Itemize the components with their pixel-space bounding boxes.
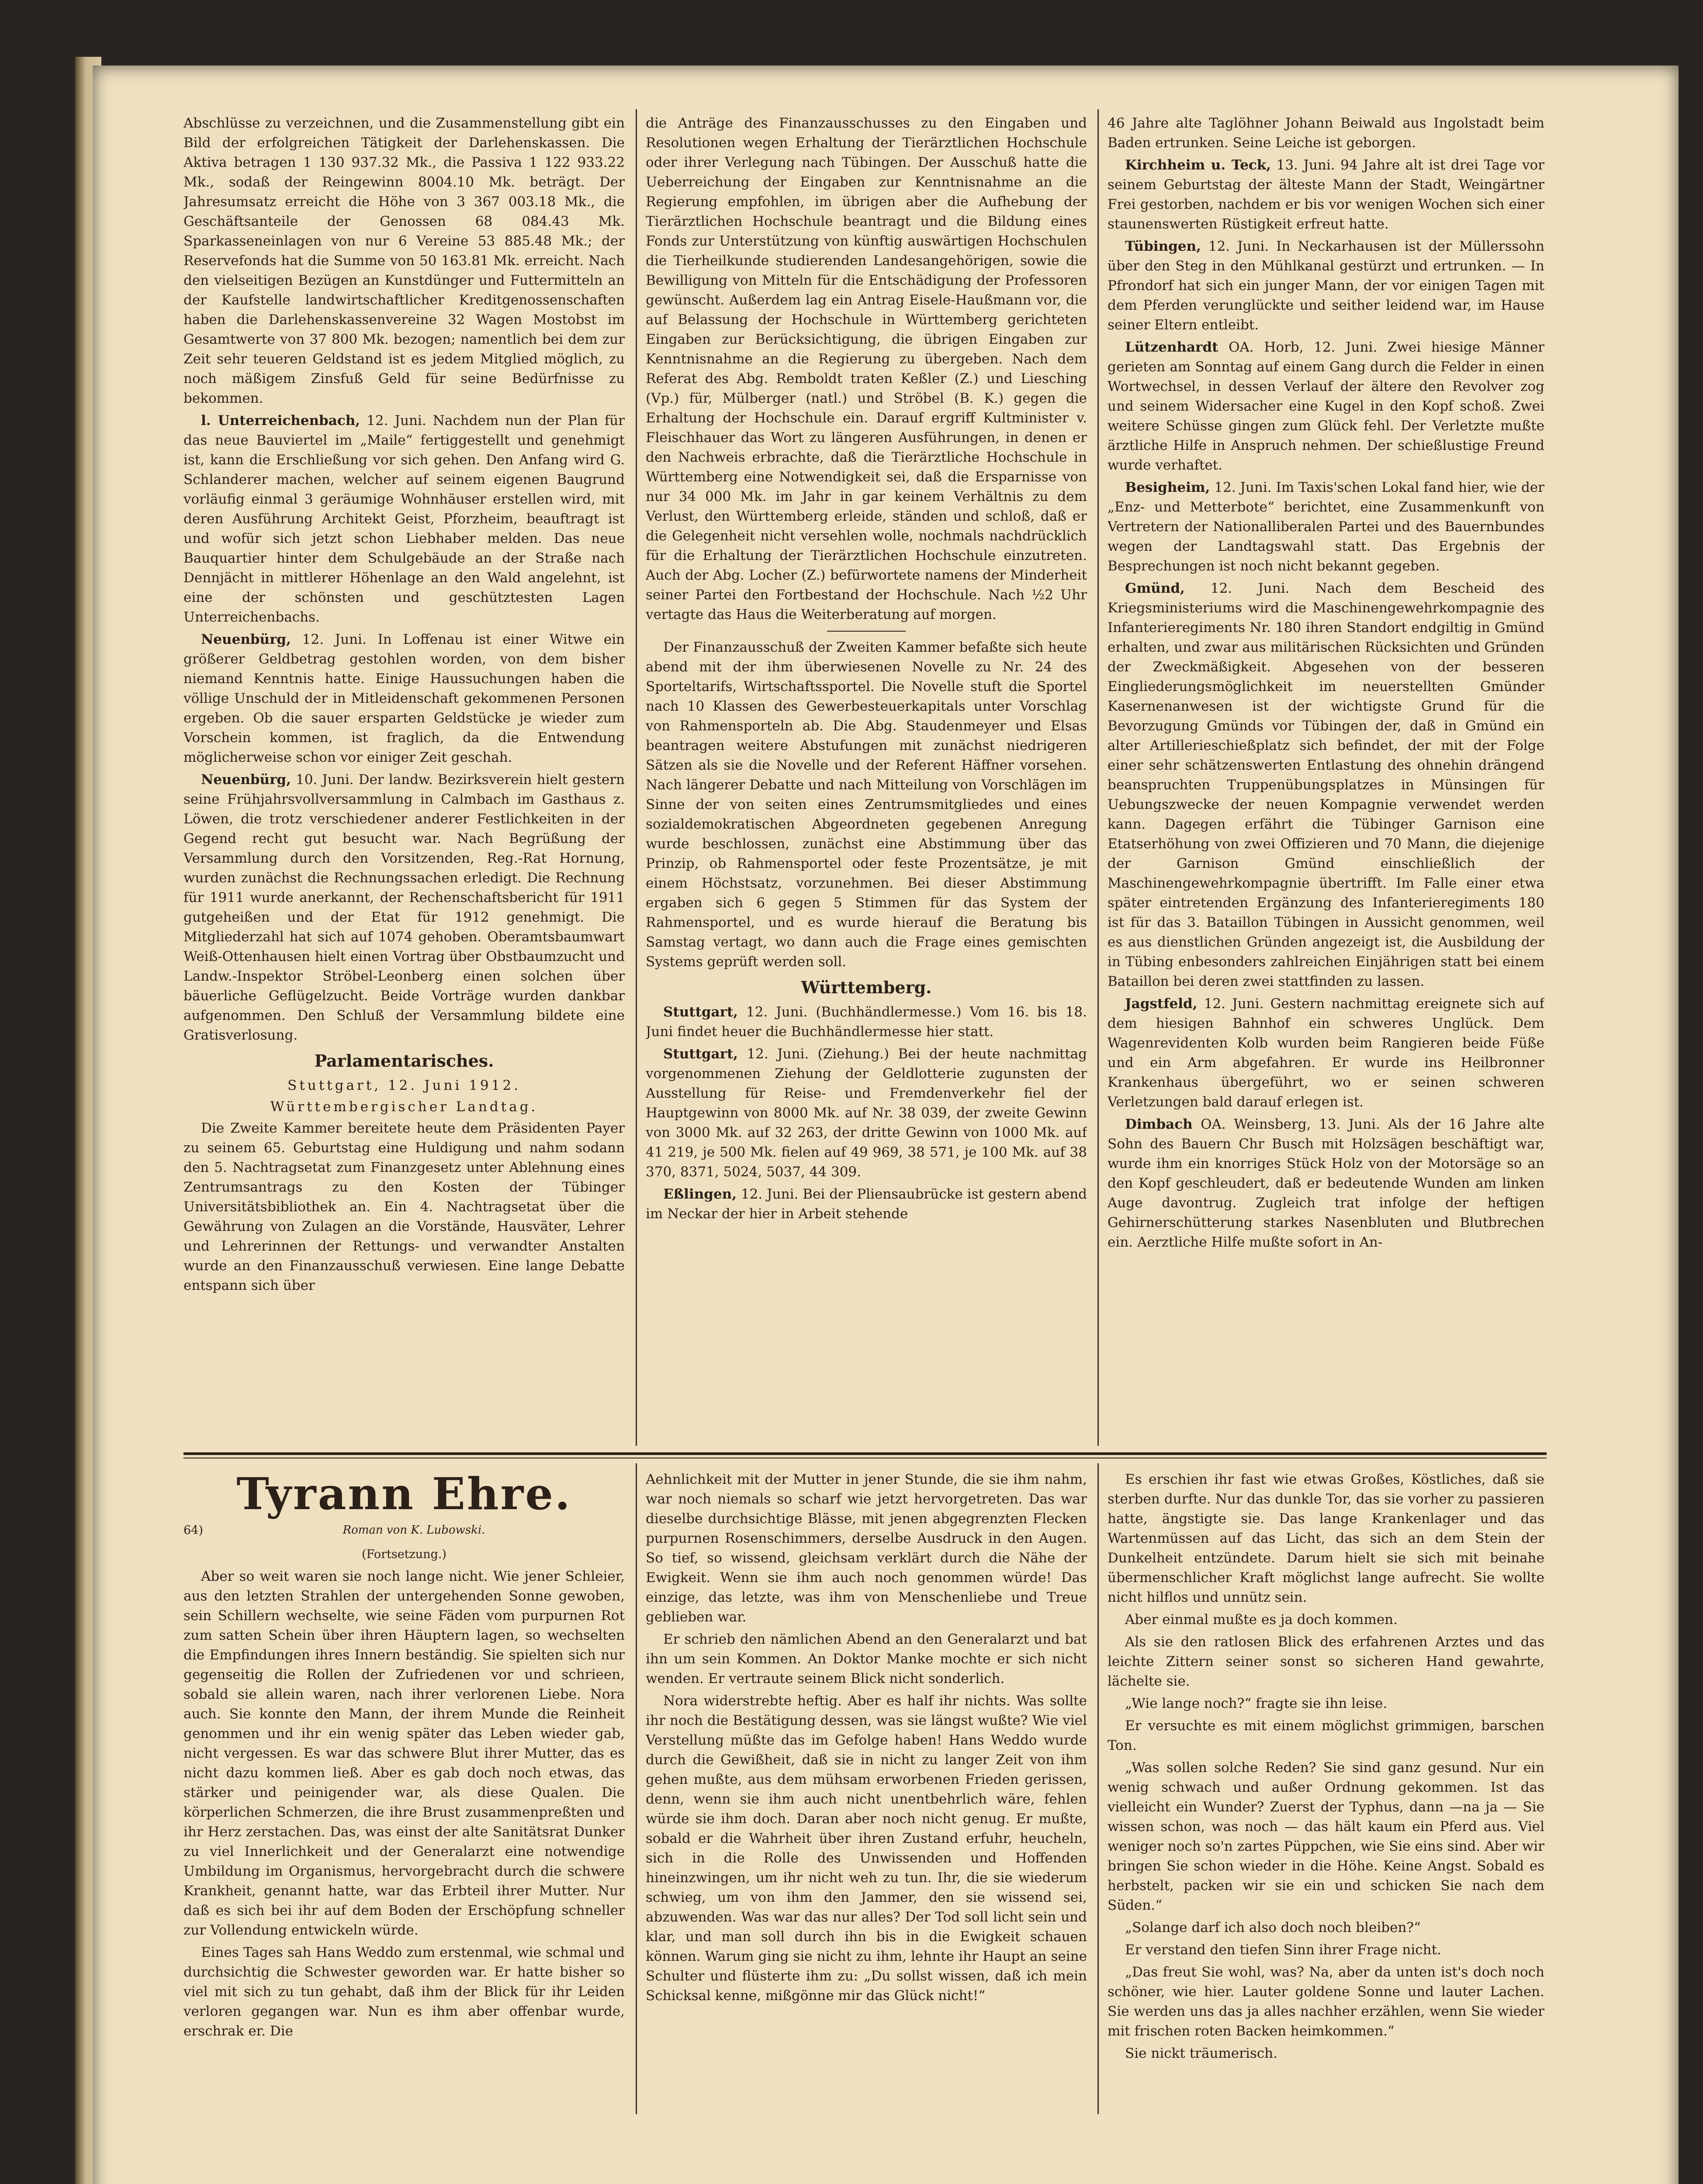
article-text: Gmünd, 12. Juni. Nach dem Bescheid des Kriegsministeriums wird die Maschinengewehrkompagnie des Infanterieregiments Nr. 180 ihren Standort endgiltig in Gmünd erhalten, und zwar aus militärischen Rücksichten und Gründen der Zweckmäßigkeit. Abgesehen von der besseren Eingliederungsmöglichkeit im neuerstellten Gmünder Kasernenanwesen ist der wichtigste Grund für die Bevorzugung Gmünds vor Tübingen der, daß in Gmünd ein alter Artillerieschießplatz sich befindet, der mit der Folge einer sehr schätzenswerten Entlastung des ohnehin drängend beanspruchten Truppenübungsplatzes in Münsingen für Uebungszwecke der neuen Kompagnie verwendet werden kann. Dagegen erfährt die Tübinger Garnison eine Etatserhöhung von zwei Offizieren und 70 Mann, die diejenige der Garnison Gmünd einschließlich der Maschinengewehrkompagnie übertrifft. Im Falle einer etwa später eintretenden Ergänzung des Infanterieregiments 180 ist für das 3. Bataillon Tübingen in Aussicht genommen, weil es aus dienstlichen Gründen angezeigt ist, die Ausbildung der in Tübing enbesonders zahlreichen Einjährigen statt bei einem Bataillon bei deren zwei stattfinden zu lassen.: [1108, 581, 1544, 989]
article-text: Neuenbürg, 10. Juni. Der landw. Bezirksverein hielt gestern seine Frühjahrsvollversammlung in Calmbach im Gasthaus z. Löwen, die trotz verschiedener anderer Festlichkeiten in der Gegend recht gut besucht war. Nach Begrüßung der Versammlung durch den Vorsitzenden, Reg.-Rat Hornung, wurden zunächst die Rechnungssachen erledigt. Die Rechnung für 1911 wurde anerkannt, der Rechenschaftsbericht für 1911 gutgeheißen und der Etat für 1912 genehmigt. Die Mitgliederzahl hat sich auf 1074 gehoben. Oberamtsbaumwart Weiß-Ottenhausen hielt einen Vortrag über Obstbaumzucht und Landw.-Inspektor Ströbel-Leonberg einen solchen über bäuerliche Geflügelzucht. Beide Vorträge wurden dankbar aufgenommen. Den Schluß der Versammlung bildete eine Gratisverlosung.: [183, 772, 625, 1043]
column-divider: [636, 109, 637, 1446]
novel-text: Er verstand den tiefen Sinn ihrer Frage nicht.: [1125, 1942, 1441, 1958]
article-dateline: Gmünd,: [1125, 581, 1185, 596]
column-divider: [636, 1463, 637, 2114]
novel-text: Aehnlichkeit mit der Mutter in jener Stunde, die sie ihm nahm, war noch niemals so scharf wie jetzt hervorgetreten. Das war dieselbe durchsichtige Blässe, mit jenen abgegrenzten Flecken purpurnen Rosenschimmers, derselbe Ausdruck in den Augen. So tief, so wissend, gleichsam verklärt durch die Nähe der Ewigkeit. Wenn sie ihm auch noch genommen würde! Das einzige, das letzte, was ihm von Menschenliebe und Treue geblieben war.: [646, 1472, 1087, 1625]
article-text: Stuttgart, 12. Juni. (Ziehung.) Bei der heute nachmittag vorgenommenen Ziehung der Geldlotterie zugunsten der Ausstellung für Reise- und Fremdenverkehr fiel der Hauptgewinn von 8000 Mk. auf Nr. 38 039, der zweite Gewinn von 3000 Mk. auf 32 263, der dritte Gewinn von 1000 Mk. auf 41 219, je 500 Mk. fielen auf 49 969, 38 571, je 100 Mk. auf 38 370, 8371, 5024, 5037, 44 309.: [646, 1046, 1087, 1180]
novel-text: „Das freut Sie wohl, was? Na, aber da unten ist's doch noch schöner, wie hier. Lauter goldene Sonne und lauter Lachen. Sie werden uns das ja alles nachher erzählen, wenn Sie wieder mit frischen roten Backen heimkommen.“: [1108, 1964, 1544, 2039]
article-text: Tübingen, 12. Juni. In Neckarhausen ist der Müllerssohn über den Steg in den Mühlkanal gestürzt und ertrunken. — In Pfrondorf hat sich ein junger Mann, der vor einigen Tagen mit dem Pferden verunglückte und seither leidend war, im Hause seiner Eltern entleibt.: [1108, 238, 1544, 333]
top-column-2: [646, 114, 1087, 1437]
article-text: die Anträge des Finanzausschusses zu den Eingaben und Resolutionen wegen Erhaltung der Tierärztlichen Hochschule oder ihrer Verlegung nach Tübingen. Der Ausschuß hatte die Ueberreichung der Eingaben zur Kenntnisnahme an die Regierung empfohlen, im übrigen aber die Aufhebung der Tierärztlichen Hochschule beantragt und die Bildung eines Fonds zur Unterstützung von künftig auswärtigen Hochschulen die Tierheilkunde studierenden Landesangehörigen, sowie die Bewilligung von Mitteln für die Entschädigung der Professoren gewünscht. Außerdem lag ein Antrag Eisele-Haußmann vor, die auf Belassung der Hochschule in Württemberg gerichteten Eingaben zur Berücksichtigung, die übrigen Eingaben zur Kenntnisnahme an die Regierung zu übergeben. Nach dem Referat des Abg. Remboldt traten Keßler (Z.) und Liesching (Vp.) für, Mülberger (natl.) und Ströbel (B. K.) gegen die Erhaltung der Hochschule ein. Darauf ergriff Kultminister v. Fleischhauer das Wort zu längeren Ausführungen, in denen er den Nachweis erbrachte, daß die Tierärztliche Hochschule in Württemberg eine Notwendigkeit sei, daß die Ersparnisse von nur 34 000 Mk. im Jahr in gar keinem Verhältnis zu dem Verlust, den Württemberg erleide, ständen und schloß, daß er die Gelegenheit nicht versehlen wolle, nochmals nachdrücklich für die Erhaltung der Tierärztlichen Hochschule einzutreten. Auch der Abg. Locher (Z.) befürwortete namens der Minderheit seiner Partei den Fortbestand der Hochschule. Nach ½2 Uhr vertagte das Haus die Weiterberatung auf morgen.: [646, 115, 1087, 622]
article-text: Dimbach OA. Weinsberg, 13. Juni. Als der 16 Jahre alte Sohn des Bauern Chr Busch mit Holzsägen beschäftigt war, wurde ihm ein knorriges Stück Holz von der Motorsäge so an den Kopf geschleudert, daß er bedeutende Wunden am linken Auge davontrug. Zugleich trat infolge der heftigen Gehirnerschütterung starkes Nasenbluten und Blutbrechen ein. Aerztliche Hilfe mußte sofort in An-: [1108, 1116, 1544, 1250]
article-text: Neuenbürg, 12. Juni. In Loffenau ist einer Witwe ein größerer Geldbetrag gestohlen worden, von dem bisher niemand Kenntnis hatte. Einige Haussuchungen haben die völlige Unschuld der in Mitleidenschaft gekommenen Personen ergeben. Ob die sauer ersparten Geldstücke je wieder zum Vorschein kommen, ist fraglich, da die Entwendung möglicherweise schon vor einiger Zeit geschah.: [183, 632, 625, 765]
article-dateline: Neuenbürg,: [201, 632, 291, 647]
novel-text: Es erschien ihr fast wie etwas Großes, Köstliches, daß sie sterben durfte. Nur das dunkle Tor, das sie vorher zu passieren hatte, ängstigte sie. Das lange Krankenlager und das Wartenmüssen auf das Licht, das sich an dem Stein der Dunkelheit entzündete. Darum hielt sie sich mit beinahe übermenschlicher Kraft möglichst lange aufrecht. Sie wollte nicht hilflos und unnütz sein.: [1108, 1472, 1544, 1605]
article-text: l. Unterreichenbach, 12. Juni. Nachdem nun der Plan für das neue Bauviertel im „Maile“ fertiggestellt und genehmigt ist, kann die Erschließung vor sich gehen. Den Anfang wird G. Schlanderer machen, welcher auf seinem eigenen Baugrund vorläufig einmal 3 geräumige Wohnhäuser erstellen wird, mit deren Ausführung Architekt Geist, Pforzheim, beauftragt ist und wofür sich jetzt schon Liebhaber melden. Das neue Bauquartier hinter dem Schulgebäude an der Straße nach Dennjächt in mittlerer Höhenlage an den Wald angelehnt, ist eine der schönsten und geschütztesten Lagen Unterreichenbachs.: [183, 413, 625, 625]
article-dateline: Lützenhardt: [1125, 339, 1218, 355]
novel-column-3: [1108, 1470, 1544, 2116]
section-heading-wuerttemberg: Württemberg.: [801, 978, 932, 997]
article-text: Kirchheim u. Teck, 13. Juni. 94 Jahre alt ist drei Tage vor seinem Geburtstag der älteste Mann der Stadt, Weingärtner Frei gestorben, nachdem er bis vor wenigen Wochen sich einer staunenswerten Rüstigkeit erfreut hatte.: [1108, 157, 1544, 232]
novel-column-2: [646, 1470, 1087, 2116]
novel-text: Eines Tages sah Hans Weddo zum erstenmal, wie schmal und durchsichtig die Schwester geworden war. Er hatte bisher so viel mit sich zu tun gehabt, daß ihm der Blick für ihr Leiden verloren gegangen war. Nun es ihm aber offenbar wurde, erschrak er. Die: [183, 1945, 625, 2039]
separator-line: [827, 631, 906, 632]
novel-title: Tyrann Ehre.: [236, 1470, 572, 1520]
article-text: Besigheim, 12. Juni. Im Taxis'schen Lokal fand hier, wie der „Enz- und Metterbote“ berichtet, eine Zusammenkunft von Vertretern der Nationalliberalen Partei und des Bauernbundes wegen der Landtagswahl statt. Das Ergebnis der Besprechungen ist noch nicht bekannt gegeben.: [1108, 480, 1544, 574]
novel-text: Aber so weit waren sie noch lange nicht. Wie jener Schleier, aus den letzten Strahlen der untergehenden Sonne gewoben, sein Schillern wechselte, wie seine Fäden vom purpurnen Rot zum satten Schein über ihren Häuptern lagen, so wechselten die Empfindungen ihres Innern beständig. Sie spielten sich nur gegenseitig die Rollen der Zufriedenen vor und schrieen, sobald sie allein waren, nach ihrer verlorenen Liebe. Nora auch. Sie konnte den Mann, der ihrem Munde die Reinheit genommen und ihr ein wenig später das Leben wieder gab, nicht vergessen. Es war das schwere Blut ihrer Mutter, das es nicht dazu kommen ließ. Aber es gab doch noch etwas, das stärker und peinigender war, als diese Qualen. Die körperlichen Schmerzen, die ihre Brust zusammenpreßten und ihr Herz zerstachen. Das, was einst der alte Sanitätsrat Dunker zu viel Innerlichkeit und der Generalarzt eine notwendige Umbildung im Organismus, hervorgebracht durch die schwere Krankheit, genannt hatte, war das Erbteil ihrer Mutter. Nur daß es sich bei ihr auf dem Boden der Erschöpfung schneller zur Vollendung entwickeln würde.: [183, 1569, 625, 1938]
article-dateline: Stuttgart,: [663, 1046, 738, 1062]
top-column-1: [183, 114, 625, 1437]
article-text: Stuttgart, 12. Juni. (Buchhändlermesse.) Vom 16. bis 18. Juni findet heuer die Buchhändlermesse hier statt.: [646, 1004, 1087, 1040]
novel-text: Als sie den ratlosen Blick des erfahrenen Arztes und das leichte Zittern seiner sonst so sicheren Hand gewahrte, lächelte sie.: [1108, 1634, 1544, 1689]
article-dateline: Jagstfeld,: [1125, 996, 1198, 1012]
novel-text: „Was sollen solche Reden? Sie sind ganz gesund. Nur ein wenig schwach und außer Ordnung gekommen. Ist das vielleicht ein Wunder? Zuerst der Typhus, dann —na ja — Sie wissen schon, was noch — das hält kaum ein Pferd aus. Viel weniger noch so'n zartes Püppchen, wie Sie eins sind. Aber wir bringen Sie schon wieder in die Höhe. Keine Angst. Sobald es herbstelt, packen wir sie ein und schicken Sie nach dem Süden.“: [1108, 1760, 1544, 1913]
article-dateline: l. Unterreichenbach,: [201, 413, 360, 429]
article-text: Jagstfeld, 12. Juni. Gestern nachmittag ereignete sich auf dem hiesigen Bahnhof ein schweres Unglück. Dem Wagenrevidenten Kolb wurden beim Rangieren beide Füße und ein Arm abgefahren. Er wurde ins Heilbronner Krankenhaus übergeführt, wo er seinen schweren Verletzungen bald darauf erlegen ist.: [1108, 996, 1544, 1110]
top-column-3: [1108, 114, 1544, 1437]
article-dateline: Dimbach: [1125, 1116, 1193, 1132]
novel-text: „Solange darf ich also doch noch bleiben?“: [1125, 1920, 1421, 1935]
feuilleton-separator: [183, 1452, 1547, 1455]
novel-text: Er schrieb den nämlichen Abend an den Generalarzt und bat ihn um sein Kommen. An Doktor Manke mochte er sich nicht wenden. Er vertraute seinem Blick nicht sonderlich.: [646, 1631, 1087, 1686]
article-text: 46 Jahre alte Taglöhner Johann Beiwald aus Ingolstadt beim Baden ertrunken. Seine Leiche ist geborgen.: [1108, 115, 1544, 151]
column-divider: [1097, 109, 1099, 1446]
novel-continued: (Fortsetzung.): [362, 1548, 447, 1561]
article-dateline: Eßlingen,: [663, 1186, 737, 1202]
article-dateline: Stuttgart,: [663, 1004, 738, 1020]
article-text: Abschlüsse zu verzeichnen, und die Zusammenstellung gibt ein Bild der erfolgreichen Tätigkeit der Darlehenskassen. Die Aktiva betragen 1 130 937.32 Mk., die Passiva 1 122 933.22 Mk., sodaß der Reingewinn 8004.10 Mk. beträgt. Der Jahresumsatz erreicht die Höhe von 3 367 003.18 Mk., die Geschäftsanteile der Genossen 68 084.43 Mk. Sparkasseneinlagen von nur 6 Vereine 53 885.48 Mk.; der Reservefonds hat die Summe von 50 163.81 Mk. erreicht. Nach den vielseitigen Bezügen an Kunstdünger und Futtermitteln an der Kaufstelle landwirtschaftlicher Kreditgenossenschaften haben die Darlehenskassenvereine 32 Wagen Mostobst im Gesamtwerte von 37 800 Mk. bezogen; namentlich bei dem zur Zeit sehr teueren Geldstand ist es jedem Mitglied möglich, zu noch mäßigem Zinsfuß Geld für seine Bedürfnisse zu bekommen.: [183, 115, 625, 406]
section-heading-parliament: Parlamentarisches.: [314, 1051, 494, 1071]
column-divider: [1097, 1463, 1099, 2114]
article-dateline: Neuenbürg,: [201, 772, 291, 788]
article-text: Der Finanzausschuß der Zweiten Kammer befaßte sich heute abend mit der ihm überwiesenen Novelle zu Nr. 24 des Sporteltarifs, Wirtschaftssportel. Die Novelle stuft die Sportel nach 10 Klassen des Gewerbesteuerkapitals unter Vorschlag von Rahmensporteln ab. Die Abg. Staudenmeyer und Elsas beantragen weitere Abstufungen mit zunächst niedrigeren Sätzen als sie die Novelle und der Referent Häffner vorsehen. Nach längerer Debatte und nach Mitteilung von Vorschlägen im Sinne der von seiten eines Zentrumsmitgliedes und eines sozialdemokratischen Abgeordneten gegebenen Anregung wurde beschlossen, zunächst eine Abstimmung über das Prinzip, ob Rahmensportel oder feste Prozentsätze, je mit einem Höchstsatz, vorzunehmen. Bei dieser Abstimmung ergaben sich 6 gegen 5 Stimmen für das System der Rahmensportel, und es wurde hierauf die Beratung bis Samstag vertagt, wo dann auch die Frage eines gemischten Systems geprüft werden soll.: [646, 639, 1087, 970]
novel-text: Er versuchte es mit einem möglichst grimmigen, barschen Ton.: [1108, 1718, 1544, 1753]
article-dateline: Tübingen,: [1125, 238, 1201, 254]
parliament-dateline: Stuttgart, 12. Juni 1912.: [287, 1078, 521, 1093]
novel-text: Nora widerstrebte heftig. Aber es half ihr nichts. Was sollte ihr noch die Bestätigung dessen, was sie längst wußte? Wie viel Verstellung müßte das im Gefolge haben! Hans Weddo wurde durch die Gewißheit, daß sie in nicht zu langer Zeit von ihm gehen mußte, aus dem mühsam erworbenen Frieden gerissen, denn, wenn sie ihm auch nicht unentbehrlich wäre, fehlen würde sie ihm doch. Daran aber noch nicht genug. Er mußte, sobald er die Wahrheit über ihren Zustand erfuhr, heucheln, sich in die Rolle des Unwissenden und Hoffenden hineinzwingen, um ihr nicht weh zu tun. Ihr, die sie wiederum schwieg, um von ihm den Jammer, den sie wissend sei, abzuwenden. Was war das nur alles? Der Tod soll licht sein und klar, und man soll durch ihn bis in die Ewigkeit schauen können. Warum ging sie nicht zu ihm, lehnte ihr Haupt an seine Schulter und flüsterte ihm zu: „Du sollst wissen, daß ich mein Schicksal kenne, mißgönne mir das Glück nicht!“: [646, 1693, 1087, 2004]
article-dateline: Besigheim,: [1125, 480, 1210, 495]
article-dateline: Kirchheim u. Teck,: [1125, 157, 1271, 173]
article-text: Lützenhardt OA. Horb, 12. Juni. Zwei hiesige Männer gerieten am Sonntag auf einem Gang durch die Felder in einen Wortwechsel, in dessen Verlauf der ältere den Revolver zog und seinem Widersacher eine Kugel in den Kopf schoß. Zwei weitere Schüsse gingen zum Glück fehl. Der Verletzte mußte ärztliche Hilfe in Anspruch nehmen. Der schießlustige Freund wurde verhaftet.: [1108, 339, 1544, 473]
parliament-subheading: Württembergischer Landtag.: [270, 1099, 538, 1115]
installment-number: 64): [183, 1524, 203, 1537]
novel-text: „Wie lange noch?“ fragte sie ihn leise.: [1125, 1696, 1388, 1711]
novel-text: Sie nickt träumerisch.: [1125, 2046, 1277, 2061]
novel-column-1: [183, 1470, 625, 2116]
novel-byline: 64) Roman von K. Lubowski.: [183, 1521, 625, 1540]
article-text: Die Zweite Kammer bereitete heute dem Präsidenten Payer zu seinem 65. Geburtstag eine Huldigung und nahm sodann den 5. Nachtragsetat zum Finanzgesetz unter Ablehnung eines Zentrumsantrags zu den Kosten der Tübinger Universitätsbibliothek an. Ein 4. Nachtragsetat über die Gewährung von Zulagen an die Vorstände, Hausväter, Lehrer und Lehrerinnen der Rettungs- und verwandter Anstalten wurde an den Finanzausschuß verwiesen. Eine lange Debatte entspann sich über: [183, 1120, 625, 1293]
article-text: Eßlingen, 12. Juni. Bei der Pliensaubrücke ist gestern abend im Neckar der hier in Arbeit stehende: [646, 1186, 1087, 1222]
novel-text: Aber einmal mußte es ja doch kommen.: [1125, 1612, 1398, 1628]
